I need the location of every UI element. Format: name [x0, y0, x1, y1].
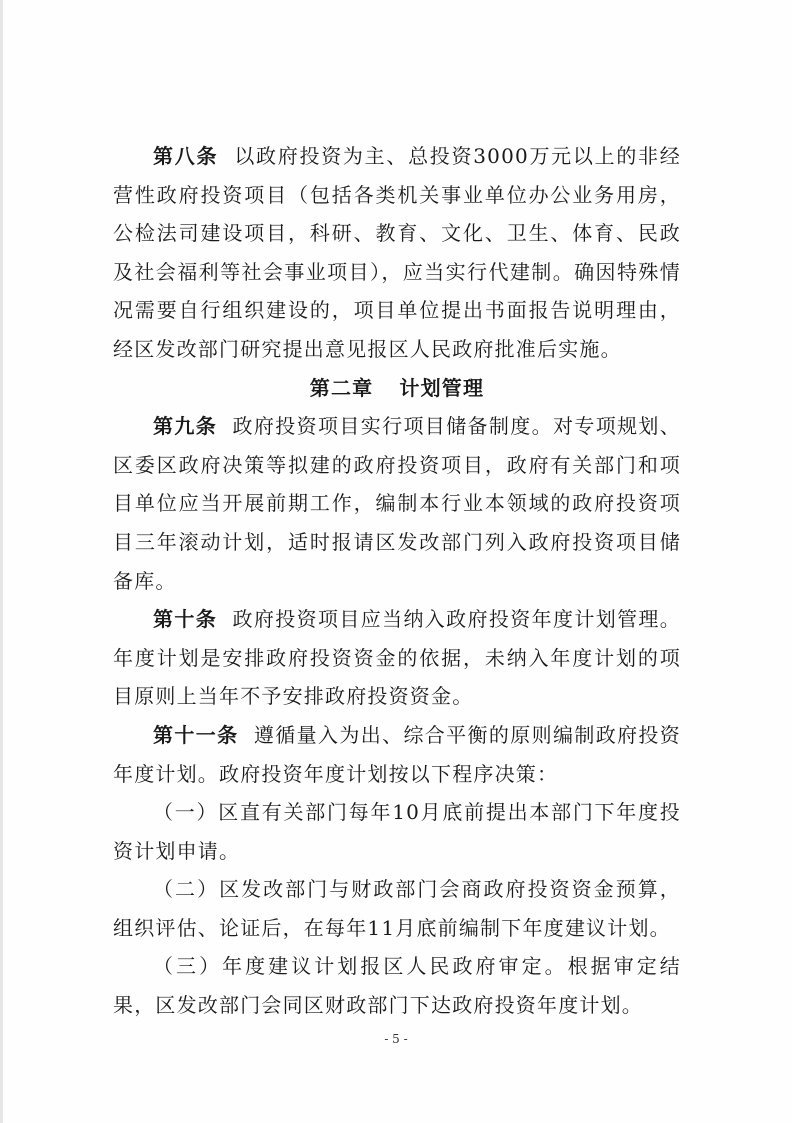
page-number: - 5 - — [384, 1032, 408, 1046]
article-11-item-2: （二）区发改部门与财政部门会商政府投资资金预算，组织评估、论证后，在每年11月底前编制下年度建议计划。 — [113, 877, 681, 940]
article-9-paragraph — [113, 407, 681, 600]
article-11-item-3: （三）年度建议计划报区人民政府审定。根据审定结果，区发改部门会同区财政部门下达政府投资年度计划。 — [113, 954, 681, 1018]
article-10-body: 政府投资项目应当纳入政府投资年度计划管理。年度计划是安排政府投资资金的依据，未纳入年度计划的项目原则上当年不予安排政府投资资金。 — [113, 607, 681, 709]
article-9-body: 政府投资项目实行项目储备制度。对专项规划、区委区政府决策等拟建的政府投资项目，政府有关部门和项目单位应当开展前期工作，编制本行业本领域的政府投资项目三年滚动计划，适时报请区发改部门列入政府投资项目储备库。 — [113, 414, 681, 593]
article-10-paragraph — [113, 600, 681, 716]
article-10-title: 第十条 — [153, 607, 218, 632]
article-8-paragraph — [113, 137, 681, 369]
article-9-title: 第九条 — [153, 414, 218, 439]
article-11-paragraph — [113, 716, 681, 793]
article-11-item-1: （一）区直有关部门每年10月底前提出本部门下年度投资计划申请。 — [113, 800, 681, 863]
article-8-body: 以政府投资为主、总投资3000万元以上的非经营性政府投资项目（包括各类机关事业单位办公业务用房，公检法司建设项目，科研、教育、文化、卫生、体育、民政及社会福利等社会事业项目），应当实行代建制。确因特殊情况需要自行组织建设的，项目单位提出书面报告说明理由，经区发改部门研究提出意见报区人民政府批准后实施。 — [113, 144, 681, 361]
article-8-title: 第八条 — [153, 144, 219, 168]
scan-edge — [0, 0, 3, 1123]
chapter-2-title: 计划管理 — [399, 375, 485, 400]
chapter-2-number: 第二章 — [309, 375, 374, 400]
document-body — [113, 137, 681, 1025]
article-11-body: 遵循量入为出、综合平衡的原则编制政府投资年度计划。政府投资年度计划按以下程序决策： — [113, 722, 681, 786]
article-11-title: 第十一条 — [153, 722, 239, 747]
chapter-2-heading — [113, 369, 681, 408]
